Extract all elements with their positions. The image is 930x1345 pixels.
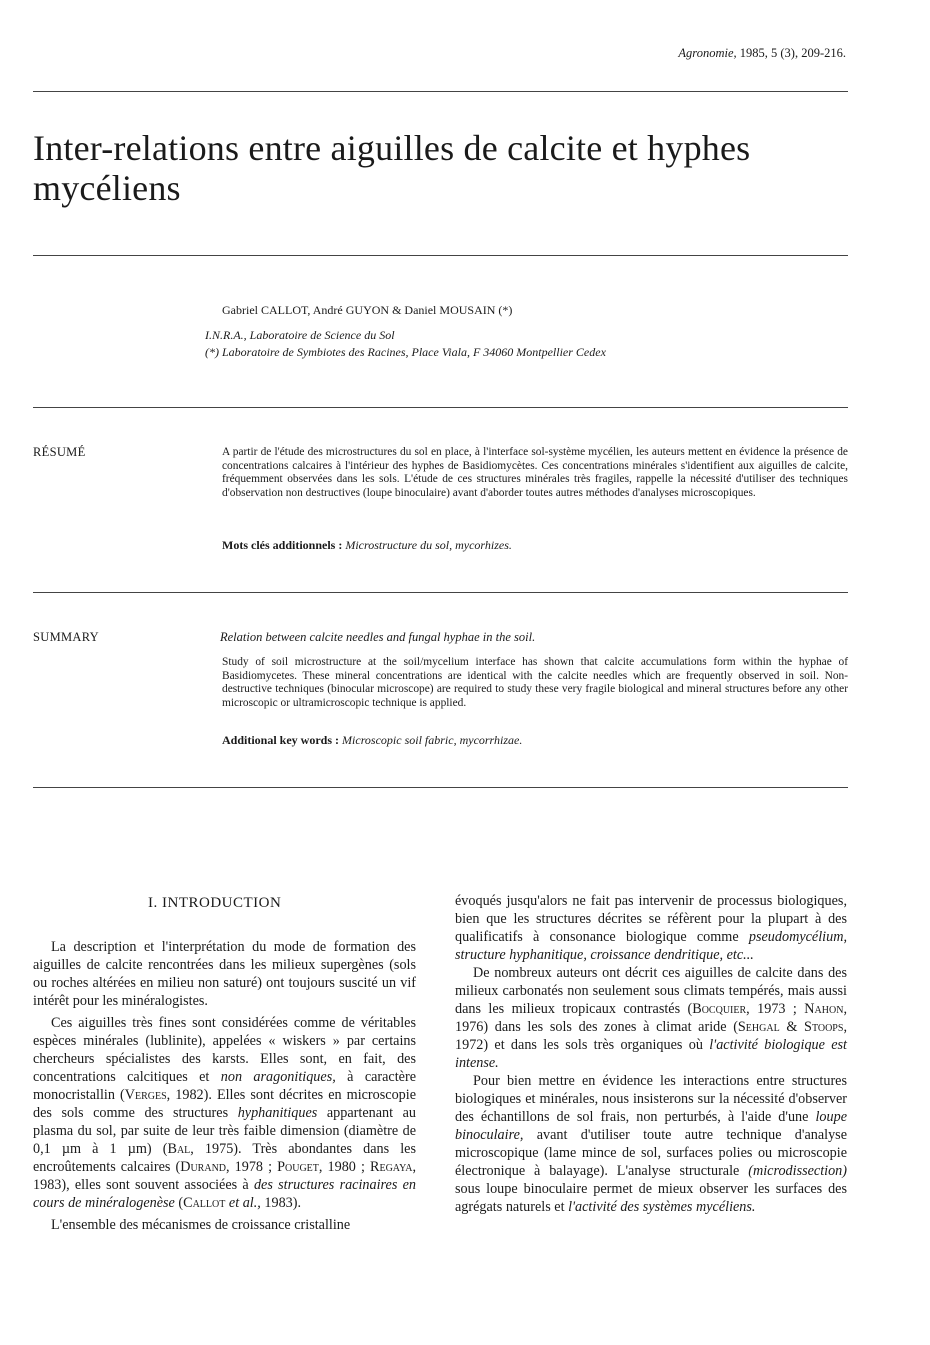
resume-label: RÉSUMÉ [33, 445, 86, 459]
intro-right-column [455, 892, 847, 1216]
summary-keywords [222, 733, 522, 748]
intro-right-paragraph-3: Pour bien mettre en évidence les interactions entre structures biologiques et minérales, nous insisterons sur la nécessité d'observer des échantillons de sol frais, non perturbés, à l'aide d'une loupe binoculaire, avant d'utiliser toute autre technique d'analyse microscopique (lame mince de sol, surfaces polies ou microscopie électronique à balayage). L'analyse structurale (microdissection) sous loupe binoculaire permet de mieux observer les surfaces des agrégats naturels et l'activité des systèmes mycéliens. [455, 1073, 847, 1215]
summary-keywords-value: Microscopic soil fabric, mycorrhizae. [342, 733, 523, 747]
journal-details: 1985, 5 (3), 209-216. [739, 46, 846, 60]
header-rule [33, 91, 848, 92]
summary-title: Relation between calcite needles and fungal hyphae in the soil. [220, 630, 536, 644]
summary-text: Study of soil microstructure at the soil/mycelium interface has shown that calcite accumulations form within the hyphae of Basidiomycetes. These mineral concentrations are identical with the calcite needles which are frequently observed in soil. Non-destructive techniques (binocular microscope) are required to study these very fragile biological and mineral structures before any other microscopic or ultramicroscopic technique is applied. [222, 656, 848, 709]
summary-keywords-label: Additional key words : [222, 733, 340, 747]
authors: Gabriel CALLOT, André GUYON & Daniel MOUSAIN (*) [222, 303, 513, 317]
title-rule [33, 255, 848, 256]
intro-paragraph-1: La description et l'interprétation du mode de formation des aiguilles de calcite rencontrées dans les milieux supergènes (sols ou roches altérées en milieu non saturé) ont toujours suscité un vif intérêt pour les minéralogistes. [33, 939, 416, 1009]
summary-rule [33, 787, 848, 788]
introduction-heading: I. INTRODUCTION [148, 895, 282, 911]
intro-left-column [33, 938, 416, 1234]
resume-keywords-value: Microstructure du sol, mycorhizes. [345, 538, 512, 552]
intro-right-paragraph-1: évoqués jusqu'alors ne fait pas intervenir de processus biologiques, bien que les structures décrites se réfèrent pour la plupart à des qualificatifs à consonance biologique comme pseudomycélium, structure hyphanitique, croissance dendritique, etc... [455, 893, 847, 963]
resume-text: A partir de l'étude des microstructures du sol en place, à l'interface sol-système mycélien, les auteurs mettent en évidence la présence de concentrations calcaires à l'intérieur des hyphes de Basidiomycètes. Ces concentrations minérales s'identifient aux aiguilles de calcite, fréquemment observées dans les sols. L'étude de ces structures minérales très fragiles, rappelle la nécessité d'utiliser des techniques d'observation non destructives (loupe binoculaire) avant d'aborder toutes autres méthodes d'analyses microscopiques. [222, 446, 848, 499]
article-title: Inter-relations entre aiguilles de calcite et hyphes mycéliens [33, 128, 751, 208]
intro-paragraph-3: L'ensemble des mécanismes de croissance cristalline [51, 1217, 351, 1233]
resume-keywords-label: Mots clés additionnels : [222, 538, 343, 552]
resume-keywords [222, 538, 512, 553]
affiliation-1: I.N.R.A., Laboratoire de Science du Sol [205, 328, 395, 342]
journal-name: Agronomie, [678, 46, 737, 60]
intro-right-paragraph-2: De nombreux auteurs ont décrit ces aiguilles de calcite dans des milieux carbonatés non seulement sous climats tempérés, mais aussi dans les milieux tropicaux contrastés (Bocquier, 1973 ; Nahon, 1976) dans les sols des zones à climat aride (Sehgal & Stoops, 1972) et dans les sols très organiques où l'activité biologique est intense. [455, 965, 847, 1071]
intro-paragraph-2: Ces aiguilles très fines sont considérées comme de véritables espèces minérales (lublinite), appelées « wiskers » par certains chercheurs spécialistes des karsts. Elles sont, en fait, des concentrations calcitiques et non aragonitiques, à caractère monocristallin (Verges, 1982). Elles sont décrites en microscopie des sols comme des structures hyphanitiques appartenant au plasma du sol, par suite de leur très faible dimension (diamètre de 0,1 µm à 1 µm) (Bal, 1975). Très abondantes dans les encroûtements calcaires (Durand, 1978 ; Pouget, 1980 ; Regaya, 1983), elles sont souvent associées à des structures racinaires en cours de minéralogenèse (Callot et al., 1983). [33, 1015, 417, 1211]
authors-rule [33, 407, 848, 408]
resume-rule [33, 592, 848, 593]
summary-label: SUMMARY [33, 630, 100, 644]
affiliation-2: (*) Laboratoire de Symbiotes des Racines, Place Viala, F 34060 Montpellier Cedex [205, 345, 606, 359]
journal-reference [678, 46, 846, 61]
